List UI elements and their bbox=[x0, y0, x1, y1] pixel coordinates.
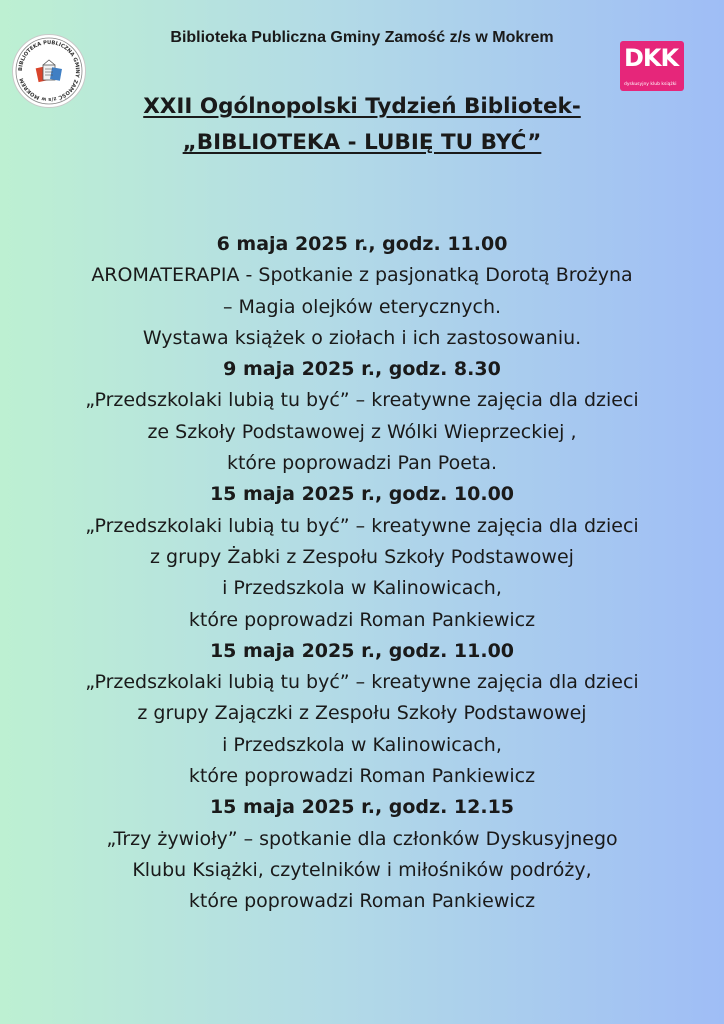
event-line: z grupy Żabki z Zespołu Szkoły Podstawowej bbox=[150, 545, 574, 568]
library-name: Biblioteka Publiczna Gminy Zamość z/s w Mokrem bbox=[170, 29, 554, 46]
event-line: „Przedszkolaki lubią tu być” – kreatywne zajęcia dla dzieci bbox=[85, 671, 639, 694]
event-line: i Przedszkola w Kalinowicach, bbox=[222, 577, 502, 600]
event-schedule bbox=[0, 229, 724, 918]
dkk-logo-mark: DKK bbox=[624, 44, 679, 72]
event-line: Wystawa książek o ziołach i ich zastosowaniu. bbox=[142, 326, 582, 349]
event-line: „Przedszkolaki lubią tu być” – kreatywne zajęcia dla dzieci bbox=[85, 389, 639, 412]
event-date: 15 maja 2025 r., godz. 10.00 bbox=[209, 483, 515, 506]
event-date: 15 maja 2025 r., godz. 12.15 bbox=[209, 796, 515, 819]
dkk-logo bbox=[620, 41, 684, 91]
event-line: które poprowadzi Pan Poeta. bbox=[226, 452, 498, 475]
event-line: z grupy Zajączki z Zespołu Szkoły Podstawowej bbox=[137, 702, 587, 725]
event-date: 6 maja 2025 r., godz. 11.00 bbox=[216, 233, 508, 255]
event-line: i Przedszkola w Kalinowicach, bbox=[222, 733, 502, 756]
event-line: „Przedszkolaki lubią tu być” – kreatywne zajęcia dla dzieci bbox=[85, 514, 639, 537]
event-date: 9 maja 2025 r., godz. 8.30 bbox=[223, 358, 501, 381]
dkk-logo-caption: dyskusyjny klub książki bbox=[624, 82, 677, 87]
event-line: które poprowadzi Roman Pankiewicz bbox=[188, 890, 536, 913]
event-line: „Trzy żywioły” – spotkanie dla członków Dyskusyjnego bbox=[106, 827, 618, 850]
library-logo-ring-text: BIBLIOTEKA PUBLICZNA GMINY ZAMOŚĆ z/s w MOKREM bbox=[17, 39, 81, 103]
event-line: które poprowadzi Roman Pankiewicz bbox=[188, 608, 536, 631]
event-date: 15 maja 2025 r., godz. 11.00 bbox=[209, 639, 515, 662]
page-title-line-2: „BIBLIOTEKA - LUBIĘ TU BYĆ” bbox=[182, 130, 542, 155]
event-line: Klubu Książki, czytelników i miłośników podróży, bbox=[132, 858, 592, 881]
event-line: ze Szkoły Podstawowej z Wólki Wieprzeckiej , bbox=[147, 420, 577, 443]
page-title-line-1: XXII Ogólnopolski Tydzień Bibliotek- bbox=[143, 94, 581, 119]
event-line: które poprowadzi Roman Pankiewicz bbox=[188, 765, 536, 788]
event-line: – Magia olejków eterycznych. bbox=[222, 295, 502, 318]
event-line: AROMATERAPIA - Spotkanie z pasjonatką Dorotą Brożyna bbox=[91, 264, 633, 287]
